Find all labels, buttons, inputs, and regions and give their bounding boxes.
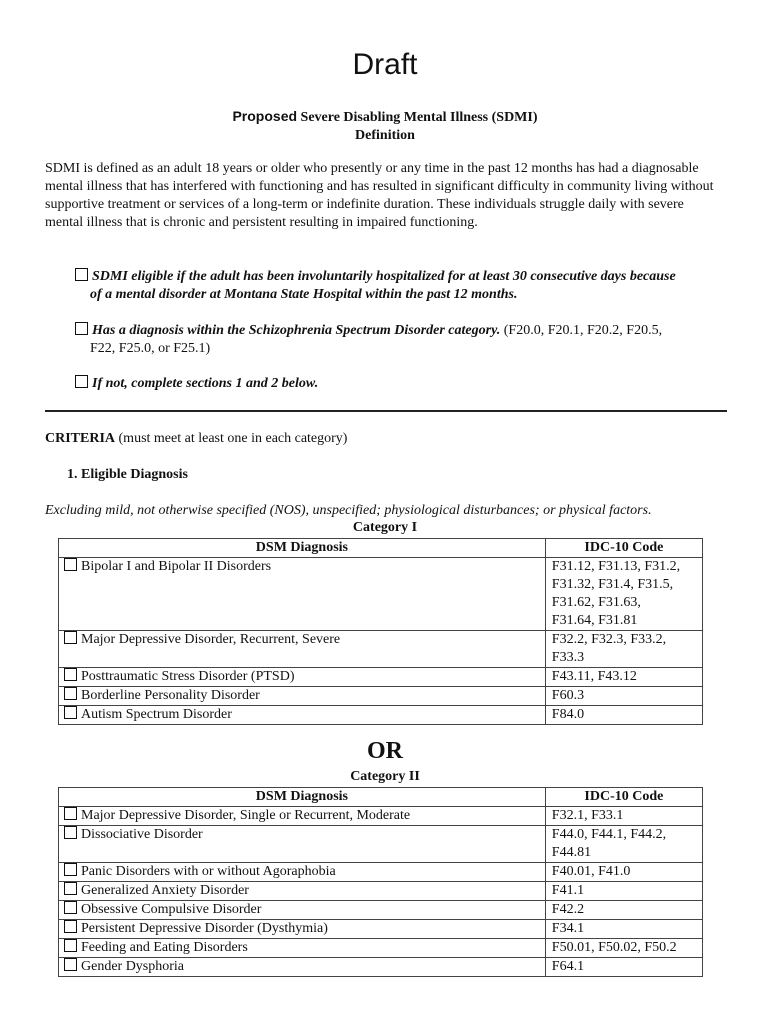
section-divider — [45, 410, 727, 412]
table-row — [59, 939, 703, 958]
code-line: F32.2, F32.3, F33.2, — [551, 632, 667, 647]
diagnosis-name: Generalized Anxiety Disorder — [81, 883, 249, 898]
option-2-bold: Has a diagnosis within the Schizophrenia Spectrum Disorder category. — [92, 323, 501, 338]
option-1-line-2: of a mental disorder at Montana State Hospital within the past 12 months. — [90, 287, 518, 302]
diagnosis-name: Persistent Depressive Disorder (Dysthymia) — [81, 921, 328, 936]
code-line: F44.0, F44.1, F44.2, — [551, 827, 667, 842]
code-line: F43.11, F43.12 — [551, 669, 637, 684]
diagnosis-name: Obsessive Compulsive Disorder — [81, 902, 262, 917]
category-2-label: Category II — [350, 769, 420, 784]
checkbox-icon[interactable] — [64, 939, 77, 952]
checkbox-icon[interactable] — [64, 826, 77, 839]
code-cell — [545, 882, 702, 901]
checkbox-icon[interactable] — [64, 920, 77, 933]
code-cell — [545, 826, 702, 863]
table-row — [59, 687, 703, 706]
table-row — [59, 826, 703, 863]
table-row — [59, 558, 703, 631]
code-cell — [545, 558, 702, 631]
code-cell — [545, 920, 702, 939]
checkbox-icon[interactable] — [75, 375, 88, 388]
checkbox-icon[interactable] — [64, 807, 77, 820]
document-subtitle — [0, 107, 770, 145]
option-schizophrenia-spectrum — [75, 322, 735, 358]
option-complete-sections — [75, 375, 735, 393]
category-2-table — [58, 787, 703, 977]
code-cell — [545, 901, 702, 920]
code-line: F34.1 — [551, 921, 585, 936]
criteria-note: (must meet at least one in each category) — [115, 431, 348, 446]
code-cell — [545, 687, 702, 706]
option-2-line-2: F22, F25.0, or F25.1) — [90, 341, 211, 356]
page-title: Draft — [352, 48, 418, 81]
diagnosis-name: Panic Disorders with or without Agoraphobia — [81, 864, 336, 879]
code-line: F31.64, F31.81 — [551, 613, 638, 628]
code-cell — [545, 807, 702, 826]
subtitle-rest: Severe Disabling Mental Illness (SDMI) — [297, 110, 538, 125]
subtitle-proposed: Proposed — [232, 108, 298, 124]
diagnosis-name: Bipolar I and Bipolar II Disorders — [81, 559, 272, 574]
table-row — [59, 958, 703, 977]
exclusion-note: Excluding mild, not otherwise specified (NOS), unspecified; physiological disturbances; or physical factors. — [45, 503, 652, 518]
code-line: F33.3 — [551, 650, 585, 665]
diagnosis-name: Posttraumatic Stress Disorder (PTSD) — [81, 669, 295, 684]
table-row — [59, 807, 703, 826]
diagnosis-name: Major Depressive Disorder, Single or Recurrent, Moderate — [81, 808, 411, 823]
diagnosis-name: Autism Spectrum Disorder — [81, 707, 232, 722]
subtitle-definition: Definition — [355, 128, 415, 143]
checkbox-icon[interactable] — [75, 322, 88, 335]
intro-paragraph: SDMI is defined as an adult 18 years or older who presently or any time in the past 12 months has had a diagnosable mental illness that has interfered with functioning and has resulted in significant difficulty in community living without supportive treatment or services of a long-term or indefinite duration. These individuals struggle daily with severe mental illness that is chronic and persistent resulting in impaired functioning. — [45, 161, 714, 230]
code-line: F31.32, F31.4, F31.5, — [551, 577, 674, 592]
code-cell — [545, 958, 702, 977]
option-3-text: If not, complete sections 1 and 2 below. — [92, 376, 319, 391]
checkbox-icon[interactable] — [64, 687, 77, 700]
diagnosis-name: Major Depressive Disorder, Recurrent, Severe — [81, 632, 341, 647]
code-cell — [545, 668, 702, 687]
checkbox-icon[interactable] — [64, 901, 77, 914]
code-line: F44.81 — [551, 845, 592, 860]
checkbox-icon[interactable] — [64, 558, 77, 571]
table-row — [59, 668, 703, 687]
column-header-diagnosis: DSM Diagnosis — [59, 788, 546, 807]
checkbox-icon[interactable] — [64, 958, 77, 971]
checkbox-icon[interactable] — [64, 631, 77, 644]
table-row — [59, 706, 703, 725]
or-separator: OR — [367, 738, 403, 764]
option-2-codes: (F20.0, F20.1, F20.2, F20.5, — [500, 323, 663, 338]
section-eligible-diagnosis: 1. Eligible Diagnosis — [67, 467, 188, 482]
table-row — [59, 631, 703, 668]
code-line: F41.1 — [551, 883, 585, 898]
checkbox-icon[interactable] — [64, 668, 77, 681]
code-line: F32.1, F33.1 — [551, 808, 624, 823]
code-cell — [545, 631, 702, 668]
diagnosis-name: Dissociative Disorder — [81, 827, 203, 842]
code-line: F31.62, F31.63, — [551, 595, 641, 610]
code-line: F84.0 — [551, 707, 585, 722]
code-cell — [545, 939, 702, 958]
option-1-line-1: SDMI eligible if the adult has been involuntarily hospitalized for at least 30 consecutive days because — [92, 269, 676, 284]
checkbox-icon[interactable] — [64, 882, 77, 895]
option-involuntary-hospitalization — [75, 268, 735, 304]
category-1-table — [58, 538, 703, 725]
checkbox-icon[interactable] — [75, 268, 88, 281]
criteria-label: CRITERIA — [45, 431, 116, 446]
table-header-row — [59, 539, 703, 558]
table-row — [59, 863, 703, 882]
diagnosis-name: Borderline Personality Disorder — [81, 688, 260, 703]
diagnosis-name: Feeding and Eating Disorders — [81, 940, 248, 955]
code-line: F40.01, F41.0 — [551, 864, 631, 879]
code-line: F42.2 — [551, 902, 585, 917]
table-row — [59, 882, 703, 901]
code-line: F50.01, F50.02, F50.2 — [551, 940, 677, 955]
code-line: F60.3 — [551, 688, 585, 703]
column-header-code: IDC-10 Code — [545, 539, 702, 558]
code-cell — [545, 863, 702, 882]
code-line: F64.1 — [551, 959, 585, 974]
checkbox-icon[interactable] — [64, 706, 77, 719]
checkbox-icon[interactable] — [64, 863, 77, 876]
table-header-row — [59, 788, 703, 807]
table-row — [59, 920, 703, 939]
column-header-diagnosis: DSM Diagnosis — [59, 539, 546, 558]
criteria-heading — [45, 431, 347, 447]
table-row — [59, 901, 703, 920]
diagnosis-name: Gender Dysphoria — [81, 959, 185, 974]
code-line: F31.12, F31.13, F31.2, — [551, 559, 681, 574]
category-1-label: Category I — [352, 520, 418, 535]
column-header-code: IDC-10 Code — [545, 788, 702, 807]
code-cell — [545, 706, 702, 725]
